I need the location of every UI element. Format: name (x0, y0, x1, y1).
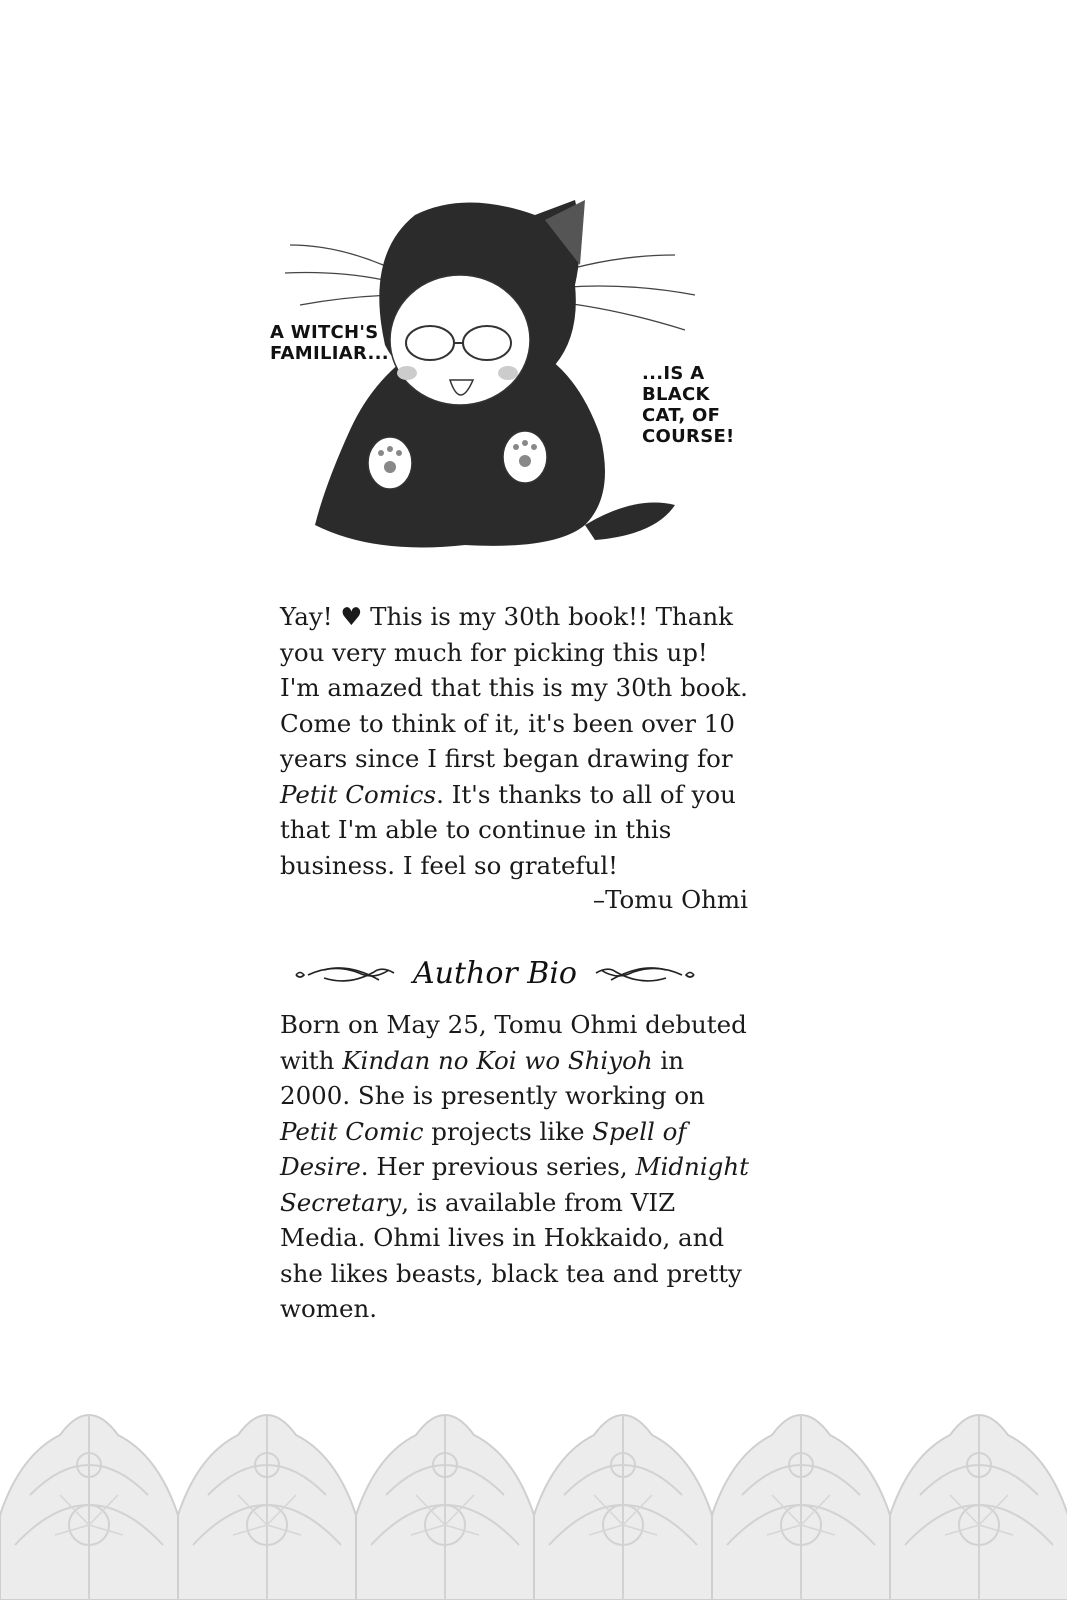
note-text: This is my 30th book!! Thank you very much for picking this up! I'm amazed that this is my 30th book. Come to think of it, it's been over 10 years since I first began drawing for (280, 602, 748, 773)
magazine-title: Petit Comic (280, 1116, 424, 1146)
previous-series-title: Midnight Secretary (280, 1152, 749, 1217)
debut-title: Kindan no Koi wo Shiyoh (342, 1045, 653, 1075)
author-note (280, 599, 750, 883)
magazine-title: Petit Comics (280, 779, 437, 809)
cat-tail (585, 503, 675, 541)
lace-border-decoration (0, 1395, 1067, 1600)
right-flourish-icon (591, 958, 696, 988)
note-text: . It's thanks to all of you that I'm able to continue in this business. I feel so grateful! (280, 779, 736, 880)
left-flourish-icon (294, 958, 399, 988)
bio-text: , is available from VIZ Media. Ohmi lives in Hokkaido, and she likes beasts, black tea and pretty women. (280, 1187, 742, 1323)
bio-text: . Her previous series, (360, 1152, 636, 1181)
signature: –Tomu Ohmi (592, 885, 748, 914)
heart-icon: ♥ (340, 602, 363, 631)
author-bio (280, 1007, 750, 1327)
current-series-title: Spell of Desire (280, 1116, 687, 1181)
bio-text: Born on May 25, Tomu Ohmi debuted with (280, 1010, 747, 1075)
bio-heading-title: Author Bio (412, 955, 577, 991)
note-text: Yay! (280, 602, 341, 631)
bio-text: in 2000. She is presently working on (280, 1045, 705, 1110)
bio-heading (280, 948, 710, 998)
bio-text: projects like (423, 1116, 593, 1146)
speech-text-right: ...IS A BLACK CAT, OF COURSE! (642, 363, 735, 447)
speech-text-left: A WITCH'S FAMILIAR... (270, 322, 389, 364)
